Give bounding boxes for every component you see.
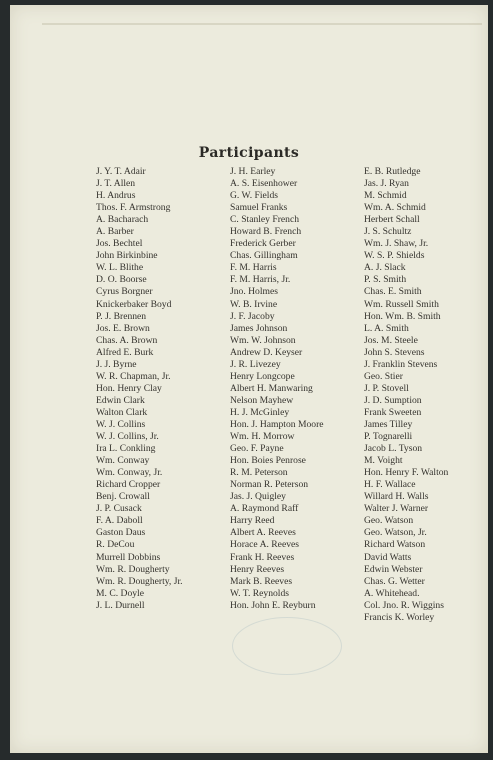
participant-name: Wm. H. Morrow: [230, 431, 295, 443]
participant-name: Walter J. Warner: [364, 503, 429, 515]
participant-name: Wm. A. Schmid: [364, 202, 426, 214]
participant-name: D. O. Boorse: [96, 274, 147, 286]
participant-name: P. S. Smith: [364, 274, 407, 286]
participant-name: M. Voight: [364, 455, 403, 467]
participant-name: Alfred E. Burk: [96, 346, 154, 358]
participant-name: A. Bacharach: [96, 214, 149, 226]
participant-name: W. B. Irvine: [230, 298, 278, 310]
participant-name: Frank H. Reeves: [230, 551, 295, 563]
participant-name: Gaston Daus: [96, 527, 146, 539]
participant-name: H. Andrus: [96, 190, 136, 202]
participant-name: Jas. J. Quigley: [230, 491, 286, 503]
participant-name: Frank Sweeten: [364, 406, 422, 418]
participant-name: A. Barber: [96, 226, 134, 238]
participant-name: G. W. Fields: [230, 190, 278, 202]
participant-name: Edwin Clark: [96, 394, 145, 406]
participant-name: J. F. Jacoby: [230, 310, 275, 322]
participant-name: H. F. Wallace: [364, 479, 416, 491]
participant-name: Richard Watson: [364, 539, 426, 551]
participant-name: Geo. Watson, Jr.: [364, 527, 427, 539]
participant-name: Wm. Conway: [96, 455, 150, 467]
participant-name: Hon. Henry Clay: [96, 382, 162, 394]
participant-name: P. J. Brennen: [96, 310, 147, 322]
participant-name: Jno. Holmes: [230, 286, 278, 298]
participant-name: Albert H. Manwaring: [230, 382, 313, 394]
participant-name: J. L. Durnell: [96, 599, 145, 611]
participant-name: H. J. McGinley: [230, 406, 290, 418]
participant-name: Hon. Boies Penrose: [230, 455, 306, 467]
participant-name: Howard B. French: [230, 226, 302, 238]
participant-name: Wm. Conway, Jr.: [96, 467, 163, 479]
participant-name: Samuel Franks: [230, 202, 288, 214]
participant-name: David Watts: [364, 551, 412, 563]
participant-name: Geo. Watson: [364, 515, 414, 527]
participant-name: J. P. Cusack: [96, 503, 142, 515]
participant-name: Nelson Mayhew: [230, 394, 294, 406]
participant-name: Andrew D. Keyser: [230, 346, 303, 358]
participant-name: Chas. Gillingham: [230, 250, 298, 262]
participant-name: A. J. Slack: [364, 262, 406, 274]
participant-name: W. S. P. Shields: [364, 250, 425, 262]
participant-name: Henry Reeves: [230, 563, 285, 575]
participant-name: Wm. R. Dougherty: [96, 563, 170, 575]
participant-name: Knickerbaker Boyd: [96, 298, 172, 310]
participant-name: Murrell Dobbins: [96, 551, 161, 563]
participant-name: Edwin Webster: [364, 563, 423, 575]
participants-column-1: [96, 166, 183, 612]
participant-name: Wm. R. Dougherty, Jr.: [96, 575, 183, 587]
participant-name: W. R. Chapman, Jr.: [96, 370, 171, 382]
faint-seal-mark: [232, 617, 342, 675]
participant-name: M. C. Doyle: [96, 587, 144, 599]
participant-name: J. Y. T. Adair: [96, 166, 146, 177]
participant-name: Herbert Schall: [364, 214, 420, 226]
participant-name: E. B. Rutledge: [364, 166, 421, 177]
participant-name: J. P. Stovell: [364, 382, 409, 394]
participant-name: J. J. Byrne: [96, 358, 137, 370]
participant-name: Chas. E. Smith: [364, 286, 422, 298]
participant-name: James Tilley: [364, 418, 413, 430]
participant-name: Willard H. Walls: [364, 491, 429, 503]
participant-name: P. Tognarelli: [364, 431, 413, 443]
participant-name: J. D. Sumption: [364, 394, 422, 406]
participant-name: Wm. Russell Smith: [364, 298, 439, 310]
participants-column-3: [364, 166, 448, 624]
participant-name: Geo. Stier: [364, 370, 403, 382]
participant-name: Harry Reed: [230, 515, 275, 527]
participant-name: Hon. Henry F. Walton: [364, 467, 449, 479]
participant-name: Wm. J. Shaw, Jr.: [364, 238, 429, 250]
participant-name: J. R. Livezey: [230, 358, 281, 370]
participant-name: Ira L. Conkling: [96, 443, 156, 455]
participant-name: Wm. W. Johnson: [230, 334, 296, 346]
participant-name: John Birkinbine: [96, 250, 158, 262]
participant-name: A. S. Eisenhower: [230, 178, 298, 190]
participant-name: R. M. Peterson: [230, 467, 288, 479]
participant-name: Thos. F. Armstrong: [96, 202, 171, 214]
participant-name: Chas. A. Brown: [96, 334, 158, 346]
participant-name: Mark B. Reeves: [230, 575, 293, 587]
participant-name: Col. Jno. R. Wiggins: [364, 599, 444, 611]
participants-column-2: [230, 166, 324, 612]
participant-name: F. A. Daboll: [96, 515, 143, 527]
page-title: Participants: [198, 145, 300, 161]
participant-name: Jas. J. Ryan: [364, 178, 409, 190]
participant-name: W. J. Collins: [96, 418, 146, 430]
participant-name: Cyrus Borgner: [96, 286, 153, 298]
participant-name: Jos. Bechtel: [96, 238, 143, 250]
participant-name: Benj. Crowall: [96, 491, 150, 503]
participant-name: Frederick Gerber: [230, 238, 296, 250]
participant-name: James Johnson: [230, 322, 288, 334]
participant-name: Richard Cropper: [96, 479, 161, 491]
participant-name: F. M. Harris: [230, 262, 277, 274]
participant-name: M. Schmid: [364, 190, 407, 202]
participant-name: Geo. F. Payne: [230, 443, 284, 455]
participant-name: Francis K. Worley: [364, 611, 435, 623]
participant-name: J. S. Schultz: [364, 226, 412, 238]
participant-name: Horace A. Reeves: [230, 539, 299, 551]
participant-name: Jacob L. Tyson: [364, 443, 423, 455]
participant-name: J. T. Allen: [96, 178, 136, 190]
participant-name: F. M. Harris, Jr.: [230, 274, 291, 286]
participant-name: Hon. John E. Reyburn: [230, 599, 316, 611]
participant-name: W. L. Blithe: [96, 262, 144, 274]
participant-name: A. Raymond Raff: [230, 503, 299, 515]
participant-name: Walton Clark: [96, 406, 148, 418]
participant-name: Jos. E. Brown: [96, 322, 150, 334]
participant-name: L. A. Smith: [364, 322, 409, 334]
participant-name: C. Stanley French: [230, 214, 300, 226]
participant-name: W. J. Collins, Jr.: [96, 431, 159, 443]
document-page: [10, 5, 488, 753]
participant-name: A. Whitehead.: [364, 587, 420, 599]
participant-name: John S. Stevens: [364, 346, 425, 358]
participant-name: Albert A. Reeves: [230, 527, 296, 539]
participant-name: Jos. M. Steele: [364, 334, 418, 346]
participant-name: Henry Longcope: [230, 370, 295, 382]
participant-name: J. Franklin Stevens: [364, 358, 438, 370]
participant-name: Norman R. Peterson: [230, 479, 309, 491]
participant-name: R. DeCou: [96, 539, 135, 551]
participant-name: Hon. Wm. B. Smith: [364, 310, 441, 322]
participant-name: J. H. Earley: [230, 166, 276, 177]
participant-name: Hon. J. Hampton Moore: [230, 418, 324, 430]
participant-name: W. T. Reynolds: [230, 587, 289, 599]
participant-name: Chas. G. Wetter: [364, 575, 425, 587]
